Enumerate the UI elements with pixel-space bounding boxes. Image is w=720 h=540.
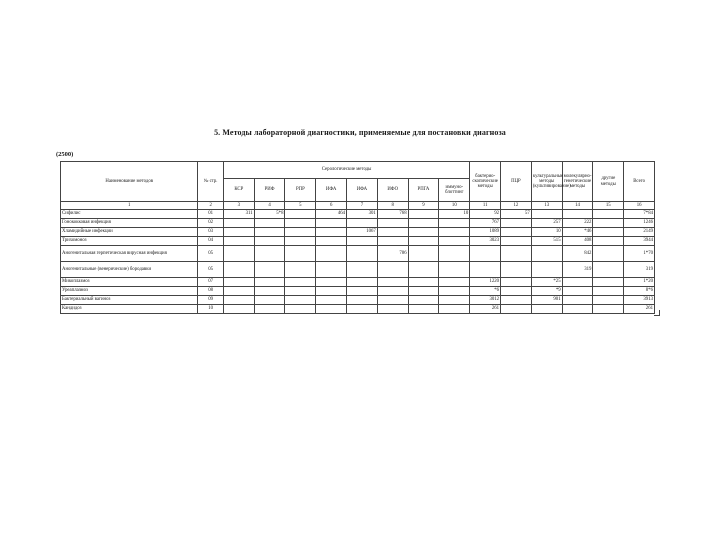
row-code: 08 bbox=[198, 287, 223, 296]
table-cell: 842 bbox=[562, 246, 593, 262]
page-title: 5. Методы лабораторной диагностики, применяемые для постановки диагноза bbox=[214, 128, 506, 137]
row-name: Аногенитальные (венерические) бородавки bbox=[61, 262, 198, 278]
row-code: 07 bbox=[198, 278, 223, 287]
table-cell bbox=[285, 296, 316, 305]
table-cell bbox=[316, 219, 347, 228]
table-cell: 1067 bbox=[347, 228, 378, 237]
table-cell bbox=[223, 305, 254, 314]
table-cell bbox=[562, 305, 593, 314]
table-cell: 1*70 bbox=[624, 246, 655, 262]
header-col: ИФО bbox=[377, 179, 408, 202]
header-col: РПГА bbox=[408, 179, 439, 202]
table-cell bbox=[316, 246, 347, 262]
table-cell: 3913 bbox=[624, 296, 655, 305]
table-cell bbox=[439, 278, 470, 287]
table-cell bbox=[531, 210, 562, 219]
table-cell: 257 bbox=[531, 219, 562, 228]
header-col: ИФА bbox=[316, 179, 347, 202]
table-cell: 261 bbox=[624, 305, 655, 314]
table-cell bbox=[439, 246, 470, 262]
table-cell bbox=[347, 219, 378, 228]
table-cell bbox=[501, 228, 532, 237]
diagnostics-table bbox=[60, 161, 655, 314]
column-number: 1 bbox=[61, 202, 198, 210]
table-cell bbox=[377, 237, 408, 246]
table-cell bbox=[408, 287, 439, 296]
column-number: 5 bbox=[285, 202, 316, 210]
table-row bbox=[61, 305, 655, 314]
table-row bbox=[61, 246, 655, 262]
row-name: Уреаплазмоз bbox=[61, 287, 198, 296]
table-cell bbox=[593, 287, 624, 296]
table-cell bbox=[470, 262, 501, 278]
header-total-col: Всего bbox=[624, 162, 655, 202]
table-cell: 1246 bbox=[624, 219, 655, 228]
table-cell bbox=[470, 246, 501, 262]
table-cell bbox=[223, 246, 254, 262]
table-cell: *46 bbox=[562, 228, 593, 237]
table-cell bbox=[254, 228, 285, 237]
table-cell bbox=[501, 246, 532, 262]
table-cell: 7*84 bbox=[624, 210, 655, 219]
table-cell: 3012 bbox=[470, 296, 501, 305]
table-cell: 222 bbox=[562, 219, 593, 228]
table-cell bbox=[223, 237, 254, 246]
table-corner-mark bbox=[654, 310, 660, 316]
column-number: 15 bbox=[593, 202, 624, 210]
table-cell bbox=[254, 262, 285, 278]
table-cell bbox=[593, 237, 624, 246]
table-cell bbox=[408, 296, 439, 305]
column-number: 9 bbox=[408, 202, 439, 210]
table-cell bbox=[562, 296, 593, 305]
table-cell: 464 bbox=[316, 210, 347, 219]
table-cell bbox=[408, 219, 439, 228]
row-code: 05 bbox=[198, 246, 223, 262]
table-cell: 768 bbox=[377, 210, 408, 219]
table-cell bbox=[316, 278, 347, 287]
table-cell: 57 bbox=[501, 210, 532, 219]
row-code: 05 bbox=[198, 262, 223, 278]
table-cell bbox=[223, 228, 254, 237]
row-name: Сифилис bbox=[61, 210, 198, 219]
table-row bbox=[61, 219, 655, 228]
table-row bbox=[61, 262, 655, 278]
table-cell bbox=[223, 287, 254, 296]
table-cell bbox=[316, 237, 347, 246]
table-cell bbox=[377, 296, 408, 305]
table-cell bbox=[223, 278, 254, 287]
table-cell bbox=[439, 287, 470, 296]
row-name: Аногенитальная герпетическая вирусная инфекция bbox=[61, 246, 198, 262]
column-number: 6 bbox=[316, 202, 347, 210]
table-cell bbox=[439, 296, 470, 305]
table-cell: *9 bbox=[531, 287, 562, 296]
table-cell: 3944 bbox=[624, 237, 655, 246]
table-cell: 515 bbox=[531, 237, 562, 246]
table-cell: 1089 bbox=[470, 228, 501, 237]
row-code: 10 bbox=[198, 305, 223, 314]
table-row bbox=[61, 296, 655, 305]
table-cell: 901 bbox=[531, 296, 562, 305]
table-cell bbox=[254, 278, 285, 287]
column-number: 4 bbox=[254, 202, 285, 210]
column-number: 16 bbox=[624, 202, 655, 210]
header-col: иммуно-блоттинг bbox=[439, 179, 470, 202]
table-cell bbox=[285, 246, 316, 262]
table-cell: 261 bbox=[470, 305, 501, 314]
table-cell bbox=[593, 278, 624, 287]
column-number: 11 bbox=[470, 202, 501, 210]
table-row bbox=[61, 287, 655, 296]
row-code: 01 bbox=[198, 210, 223, 219]
table-cell bbox=[254, 246, 285, 262]
table-cell bbox=[223, 296, 254, 305]
table-cell bbox=[593, 219, 624, 228]
header-col: ИФА bbox=[347, 179, 378, 202]
table-cell: 10 bbox=[531, 228, 562, 237]
table-cell bbox=[377, 228, 408, 237]
table-cell: 1*20 bbox=[624, 278, 655, 287]
table-cell bbox=[408, 210, 439, 219]
row-name: Трихомоноз bbox=[61, 237, 198, 246]
table-cell: 767 bbox=[470, 219, 501, 228]
table-cell bbox=[223, 262, 254, 278]
row-name: Кандидоз bbox=[61, 305, 198, 314]
table-cell bbox=[347, 246, 378, 262]
header-code-col: № стр. bbox=[198, 162, 223, 202]
table-cell bbox=[408, 228, 439, 237]
row-code: 02 bbox=[198, 219, 223, 228]
table-cell: 319 bbox=[562, 262, 593, 278]
column-number: 8 bbox=[377, 202, 408, 210]
table-cell bbox=[377, 278, 408, 287]
table-cell bbox=[593, 296, 624, 305]
table-cell bbox=[562, 210, 593, 219]
table-cell bbox=[439, 237, 470, 246]
table-cell bbox=[408, 237, 439, 246]
table-cell bbox=[347, 305, 378, 314]
table-cell bbox=[347, 262, 378, 278]
table-cell: *6 bbox=[470, 287, 501, 296]
table-cell bbox=[501, 296, 532, 305]
row-code: 03 bbox=[198, 228, 223, 237]
table-cell bbox=[593, 228, 624, 237]
row-code: 04 bbox=[198, 237, 223, 246]
table-cell bbox=[562, 287, 593, 296]
header-col: культуральные методы (культивирование) bbox=[531, 162, 562, 202]
table-cell bbox=[254, 296, 285, 305]
table-cell bbox=[408, 246, 439, 262]
table-cell bbox=[593, 305, 624, 314]
table-cell bbox=[439, 305, 470, 314]
table-cell bbox=[531, 305, 562, 314]
table-cell: 3023 bbox=[470, 237, 501, 246]
table-cell: 1220 bbox=[470, 278, 501, 287]
table-cell bbox=[501, 287, 532, 296]
table-cell bbox=[501, 237, 532, 246]
table-cell bbox=[408, 278, 439, 287]
table-cell: *25 bbox=[531, 278, 562, 287]
table-cell bbox=[593, 262, 624, 278]
column-number: 14 bbox=[562, 202, 593, 210]
table-cell bbox=[347, 278, 378, 287]
header-col: бактерио-скопические методы bbox=[470, 162, 501, 202]
column-number: 13 bbox=[531, 202, 562, 210]
table-row bbox=[61, 228, 655, 237]
row-name: Микоплазмоз bbox=[61, 278, 198, 287]
table-cell bbox=[408, 305, 439, 314]
row-name: Бактериальный вагиноз bbox=[61, 296, 198, 305]
column-number: 12 bbox=[501, 202, 532, 210]
header-name-col: Наименование методов bbox=[61, 162, 198, 202]
table-cell: 311 bbox=[223, 210, 254, 219]
header-serology-group: Серологические методы bbox=[223, 162, 469, 179]
table-cell bbox=[254, 219, 285, 228]
table-cell bbox=[501, 305, 532, 314]
table-cell bbox=[316, 228, 347, 237]
table-cell bbox=[285, 228, 316, 237]
table-cell bbox=[254, 237, 285, 246]
table-cell bbox=[347, 296, 378, 305]
table-cell bbox=[593, 210, 624, 219]
table-row bbox=[61, 237, 655, 246]
table-cell bbox=[439, 219, 470, 228]
header-col: молекулярно-генетические методы bbox=[562, 162, 593, 202]
table-cell bbox=[377, 219, 408, 228]
table-row bbox=[61, 210, 655, 219]
table-code: (2500) bbox=[56, 151, 74, 158]
table-row bbox=[61, 278, 655, 287]
table-cell bbox=[562, 278, 593, 287]
table-cell bbox=[254, 305, 285, 314]
column-number: 3 bbox=[223, 202, 254, 210]
table-cell: 301 bbox=[347, 210, 378, 219]
row-name: Гонококковая инфекция bbox=[61, 219, 198, 228]
column-numbers-row bbox=[61, 202, 655, 210]
header-col: РИФ bbox=[254, 179, 285, 202]
table-cell bbox=[377, 262, 408, 278]
table-cell bbox=[531, 246, 562, 262]
table-cell bbox=[285, 278, 316, 287]
table-cell bbox=[285, 287, 316, 296]
table-cell bbox=[285, 305, 316, 314]
row-code: 09 bbox=[198, 296, 223, 305]
column-number: 7 bbox=[347, 202, 378, 210]
table-cell: 786 bbox=[377, 246, 408, 262]
table-cell bbox=[285, 219, 316, 228]
table-cell bbox=[439, 262, 470, 278]
table-cell bbox=[316, 287, 347, 296]
table-cell bbox=[501, 278, 532, 287]
header-col: КСР bbox=[223, 179, 254, 202]
column-number: 2 bbox=[198, 202, 223, 210]
row-name: Хламидийные инфекции bbox=[61, 228, 198, 237]
header-col: РПР bbox=[285, 179, 316, 202]
table-cell: 319 bbox=[624, 262, 655, 278]
table-cell bbox=[254, 287, 285, 296]
table-cell bbox=[593, 246, 624, 262]
table-cell bbox=[347, 237, 378, 246]
table-cell bbox=[285, 262, 316, 278]
header-col: другие методы bbox=[593, 162, 624, 202]
table-cell bbox=[347, 287, 378, 296]
table-cell bbox=[501, 262, 532, 278]
table-cell bbox=[223, 219, 254, 228]
table-cell: 2149 bbox=[624, 228, 655, 237]
table-cell bbox=[285, 237, 316, 246]
table-cell bbox=[377, 305, 408, 314]
table-cell bbox=[316, 296, 347, 305]
table-cell bbox=[531, 262, 562, 278]
table-cell bbox=[316, 262, 347, 278]
table-cell bbox=[408, 262, 439, 278]
table-cell bbox=[316, 305, 347, 314]
table-cell: 10 bbox=[439, 210, 470, 219]
table-cell: 408 bbox=[562, 237, 593, 246]
column-number: 10 bbox=[439, 202, 470, 210]
table-cell: 92 bbox=[470, 210, 501, 219]
table-cell bbox=[285, 210, 316, 219]
table-cell bbox=[439, 228, 470, 237]
table-cell bbox=[501, 219, 532, 228]
header-col: ПЦР bbox=[501, 162, 532, 202]
table-cell: 5*8 bbox=[254, 210, 285, 219]
table-cell: 8*6 bbox=[624, 287, 655, 296]
table-cell bbox=[377, 287, 408, 296]
